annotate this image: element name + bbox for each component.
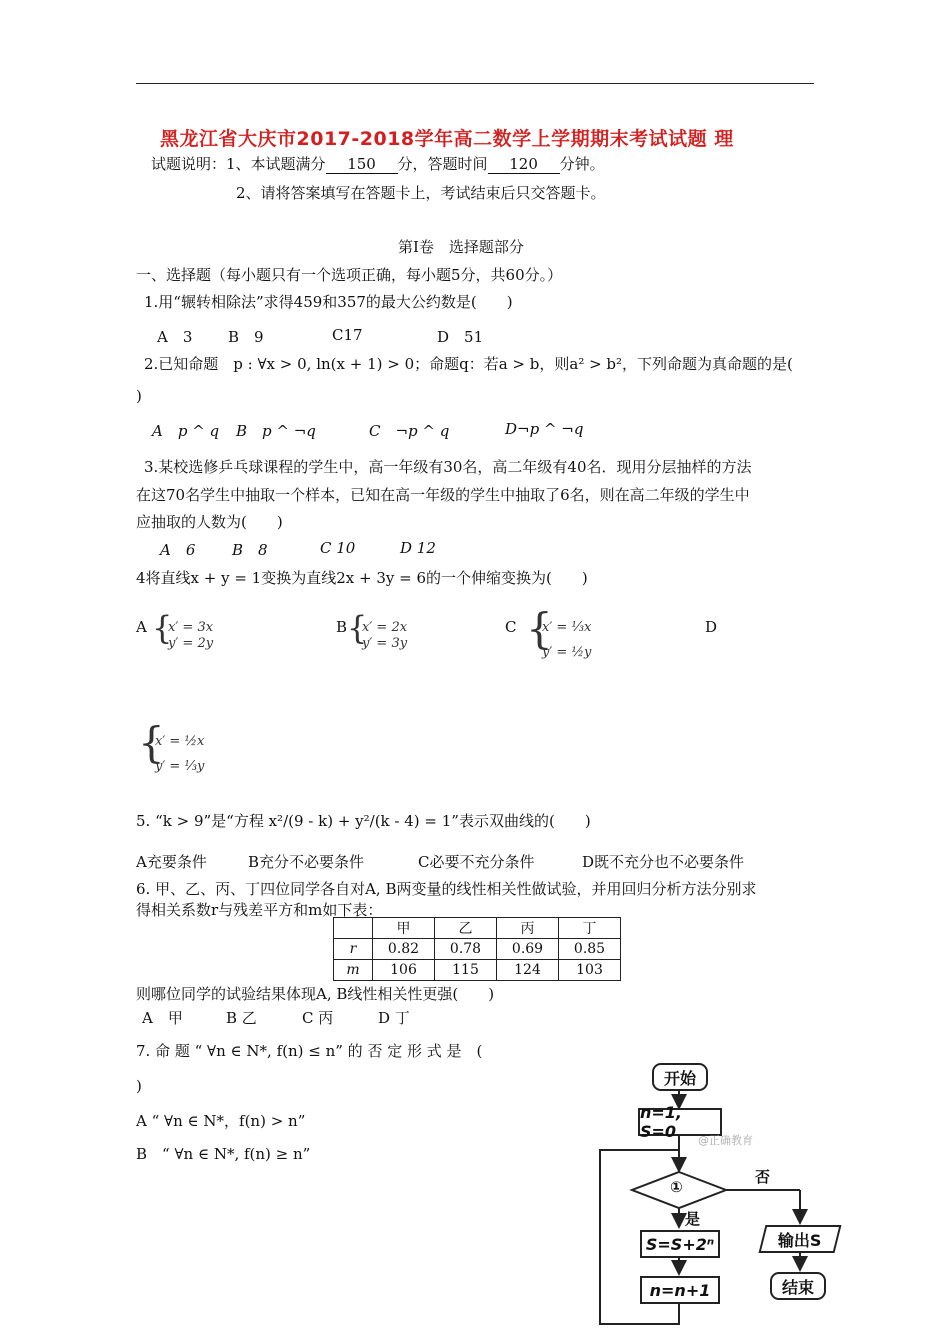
table-cell: 115 bbox=[435, 960, 497, 981]
question-3-line-1: 3.某校选修乒乓球课程的学生中，高一年级有30名，高二年级有40名．现用分层抽样的方法 bbox=[144, 458, 752, 476]
table-cell: 甲 bbox=[373, 918, 435, 939]
table-cell: 0.82 bbox=[373, 939, 435, 960]
table-cell: 124 bbox=[497, 960, 559, 981]
table-cell: m bbox=[334, 960, 373, 981]
question-6-line-1: 6. 甲、乙、丙、丁四位同学各自对A, B两变量的线性相关性做试验，并用回归分析方法分别求 bbox=[136, 880, 757, 898]
q4-a-brace: { bbox=[152, 609, 173, 647]
question-6-after: 则哪位同学的试验结果体现A, B线性相关性更强( ) bbox=[136, 985, 495, 1003]
question-2-stem-end: ) bbox=[136, 387, 142, 405]
table-cell: 丙 bbox=[497, 918, 559, 939]
q5-option-b: B充分不必要条件 bbox=[248, 853, 365, 871]
flowchart-output: 输出S bbox=[759, 1225, 842, 1253]
exam-note-1: 试题说明：1、本试题满分 150 分，答题时间 120 分钟。 bbox=[151, 155, 605, 173]
question-6-line-2: 得相关系数r与残差平方和m如下表： bbox=[136, 901, 383, 919]
q4-option-c-system: x′ = ⅓x y′ = ½y bbox=[542, 620, 592, 660]
question-5-stem: 5. “k > 9”是“方程 x²/(9 - k) + y²/(k - 4) = 1”表示双曲线的( ) bbox=[136, 812, 591, 830]
table-cell bbox=[334, 918, 373, 939]
q4-d-brace: { bbox=[138, 718, 165, 767]
header-rule bbox=[136, 83, 814, 84]
q5-option-d: D既不充分也不必要条件 bbox=[582, 853, 745, 871]
q6-option-a: A 甲 bbox=[142, 1009, 183, 1027]
table-header-row bbox=[334, 918, 621, 939]
q2-option-b: B p ^ ¬q bbox=[236, 422, 316, 440]
flowchart-no-label: 否 bbox=[755, 1168, 771, 1186]
q5-option-c: C必要不充分条件 bbox=[418, 853, 535, 871]
table-cell: 103 bbox=[559, 960, 621, 981]
section-intro: 一、选择题（每小题只有一个选项正确，每小题5分，共60分。） bbox=[136, 266, 563, 284]
q4-option-a-system: x′ = 3x y′ = 2y bbox=[168, 620, 214, 652]
flowchart-update: S=S+2ⁿ bbox=[640, 1230, 720, 1258]
q3-option-b: B 8 bbox=[232, 541, 268, 559]
question-2-stem: 2.已知命题 p : ∀x > 0, ln(x + 1) > 0；命题q：若a > b，则a² > b²，下列命题为真命题的是( bbox=[144, 355, 793, 373]
table-cell: 0.69 bbox=[497, 939, 559, 960]
table-cell: 丁 bbox=[559, 918, 621, 939]
flowchart-start: 开始 bbox=[652, 1063, 708, 1091]
flowchart-end: 结束 bbox=[770, 1272, 826, 1300]
q7-option-b: B “ ∀n ∈ N*, f(n) ≥ n” bbox=[136, 1145, 311, 1163]
question-7-stem-end: ) bbox=[136, 1077, 142, 1095]
q4-option-d-label: D bbox=[705, 618, 718, 636]
question-1-stem: 1.用“辗转相除法”求得459和357的最大公约数是( ) bbox=[144, 293, 513, 311]
question-3-line-3: 应抽取的人数为( ) bbox=[136, 513, 283, 531]
q4-b-brace: { bbox=[347, 609, 368, 647]
q3-option-c: C 10 bbox=[320, 539, 356, 557]
table-cell: 乙 bbox=[435, 918, 497, 939]
q3-option-d: D 12 bbox=[400, 539, 436, 557]
flowchart-increment: n=n+1 bbox=[640, 1276, 720, 1304]
question-7-stem: 7. 命 题 “ ∀n ∈ N*, f(n) ≤ n” 的 否 定 形 式 是 ( bbox=[136, 1042, 483, 1060]
score-value: 150 bbox=[326, 155, 398, 174]
flowchart-lines bbox=[590, 1058, 850, 1344]
q4-option-d-system: x′ = ½x y′ = ⅓y bbox=[155, 734, 205, 774]
flowchart-init: n=1, S=0 bbox=[638, 1108, 722, 1136]
q3-option-a: A 6 bbox=[160, 541, 196, 559]
exam-note-2: 2、请将答案填写在答题卡上，考试结束后只交答题卡。 bbox=[236, 184, 606, 202]
q4-option-b-system: x′ = 2x y′ = 3y bbox=[362, 620, 408, 652]
table-row bbox=[334, 939, 621, 960]
document-title: 黑龙江省大庆市2017-2018学年高二数学上学期期末考试试题 理 bbox=[160, 128, 734, 150]
flowchart-yes-label: 是 bbox=[685, 1210, 701, 1228]
q6-option-b: B 乙 bbox=[226, 1009, 257, 1027]
q1-option-a: A 3 bbox=[157, 328, 193, 346]
q4-c-brace: { bbox=[526, 604, 553, 653]
q6-option-d: D 丁 bbox=[378, 1009, 410, 1027]
table-cell: 0.85 bbox=[559, 939, 621, 960]
watermark: @正确教育 bbox=[698, 1134, 753, 1147]
table-cell: r bbox=[334, 939, 373, 960]
q6-option-c: C 丙 bbox=[302, 1009, 334, 1027]
table-row bbox=[334, 960, 621, 981]
data-table bbox=[333, 917, 621, 981]
q4-option-a-label: A bbox=[136, 618, 147, 636]
time-value: 120 bbox=[488, 155, 560, 174]
q1-option-d: D 51 bbox=[437, 328, 484, 346]
q7-option-a: A “ ∀n ∈ N*，f(n) > n” bbox=[136, 1112, 306, 1130]
question-3-line-2: 在这70名学生中抽取一个样本，已知在高一年级的学生中抽取了6名，则在高二年级的学生中 bbox=[136, 486, 750, 504]
table-cell: 106 bbox=[373, 960, 435, 981]
q4-option-c-label: C bbox=[505, 618, 517, 636]
section-title: 第Ⅰ卷 选择题部分 bbox=[398, 238, 524, 256]
q1-option-b: B 9 bbox=[228, 328, 264, 346]
q2-option-a: A p ^ q bbox=[152, 422, 220, 440]
q1-option-c: C17 bbox=[332, 326, 363, 344]
q2-option-c: C ¬p ^ q bbox=[369, 422, 450, 440]
flowchart-condition: ① bbox=[670, 1178, 683, 1196]
table-cell: 0.78 bbox=[435, 939, 497, 960]
q2-option-d: D¬p ^ ¬q bbox=[505, 420, 584, 438]
question-4-stem: 4将直线x + y = 1变换为直线2x + 3y = 6的一个伸缩变换为( ) bbox=[136, 569, 588, 587]
q5-option-a: A充要条件 bbox=[136, 853, 207, 871]
q4-option-b-label: B bbox=[336, 618, 348, 636]
